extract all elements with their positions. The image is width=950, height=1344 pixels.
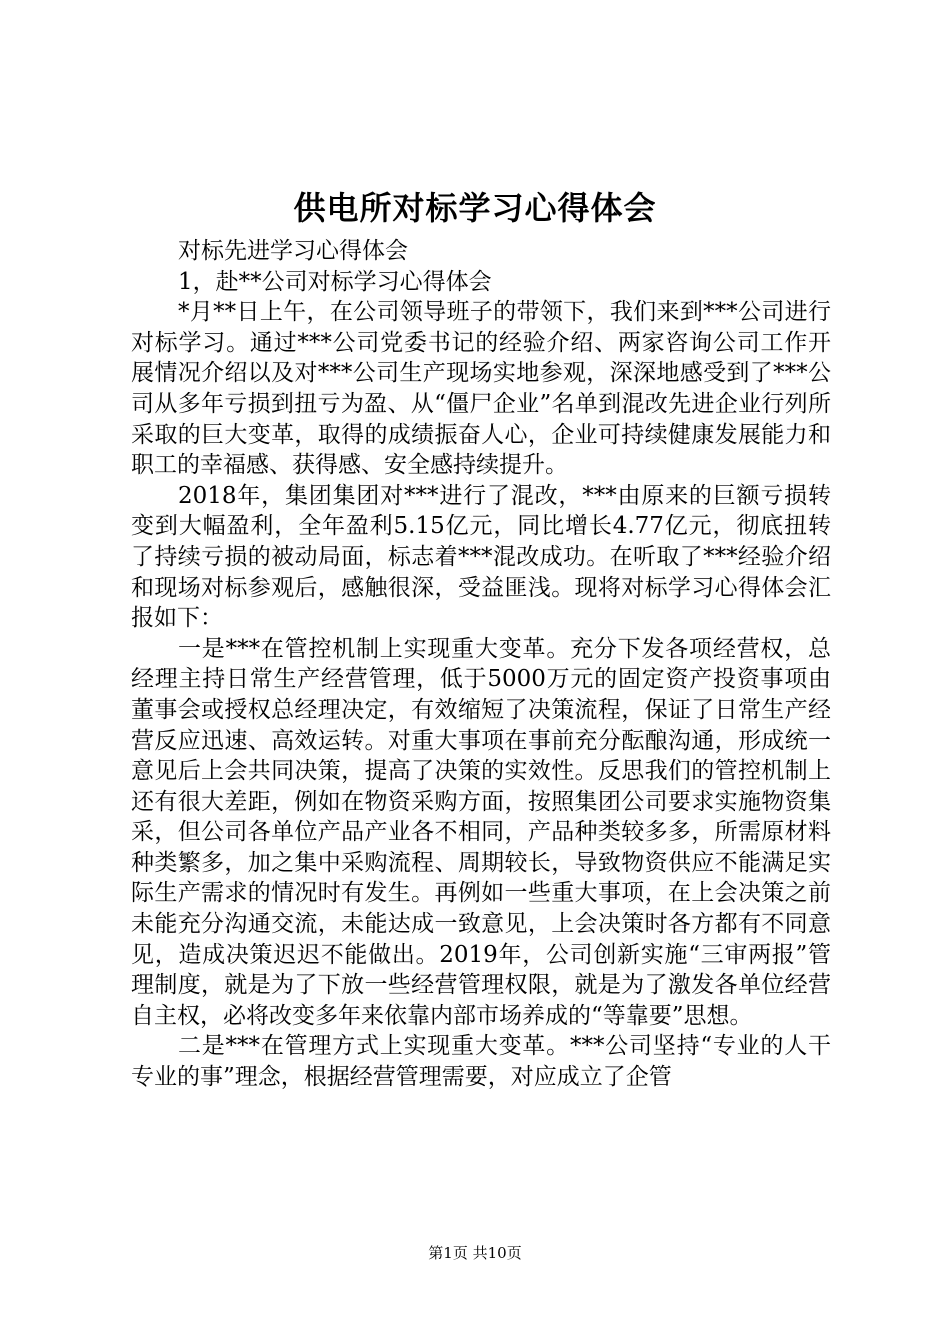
paragraph: *月**日上午，在公司领导班子的带领下，我们来到***公司进行对标学习。通过***公司党委书记的经验介绍、两家咨询公司工作开展情况介绍以及对***公司生产现场实地参观，深深地感受到了***公司从多年亏损到扭亏为盈、从“僵尸企业”名单到混改先进企业行列所采取的巨大变革，取得的成绩振奋人心，企业可持续健康发展能力和职工的幸福感、获得感、安全感持续提升。 [131,299,831,479]
page-footer: 第1页 共10页 [428,1244,522,1262]
paragraph: 二是***在管理方式上实现重大变革。***公司坚持“专业的人干专业的事”理念，根据经营管理需要，对应成立了企管 [131,1033,831,1091]
paragraph-subtitle: 对标先进学习心得体会 [178,238,408,264]
document-body [131,236,831,1093]
paragraph-heading: 1，赴**公司对标学习心得体会 [178,268,492,295]
paragraph: 2018年，集团集团对***进行了混改，***由原来的巨额亏损转变到大幅盈利，全年盈利5.15亿元，同比增长4.77亿元，彻底扭转了持续亏损的被动局面，标志着***混改成功。在听取了***经验介绍和现场对标参观后，感触很深，受益匪浅。现将对标学习心得体会汇报如下： [131,482,831,632]
paragraph: 一是***在管控机制上实现重大变革。充分下发各项经营权，总经理主持日常生产经营管理，低于5000万元的固定资产投资事项由董事会或授权总经理决定，有效缩短了决策流程，保证了日常生产经营反应迅速、高效运转。对重大事项在事前充分酝酿沟通，形成统一意见后上会共同决策，提高了决策的实效性。反思我们的管控机制上还有很大差距，例如在物资采购方面，按照集团公司要求实施物资集采，但公司各单位产品产业各不相同，产品种类较多多，所需原材料种类繁多，加之集中采购流程、周期较长，导致物资供应不能满足实际生产需求的情况时有发生。再例如一些重大事项，在上会决策之前未能充分沟通交流，未能达成一致意见，上会决策时各方都有不同意见，造成决策迟迟不能做出。2019年，公司创新实施“三审两报”管理制度，就是为了下放一些经营管理权限，就是为了激发各单位经营自主权，必将改变多年来依靠内部市场养成的“等靠要”思想。 [131,635,831,1029]
document-title: 供电所对标学习心得体会 [293,189,657,227]
